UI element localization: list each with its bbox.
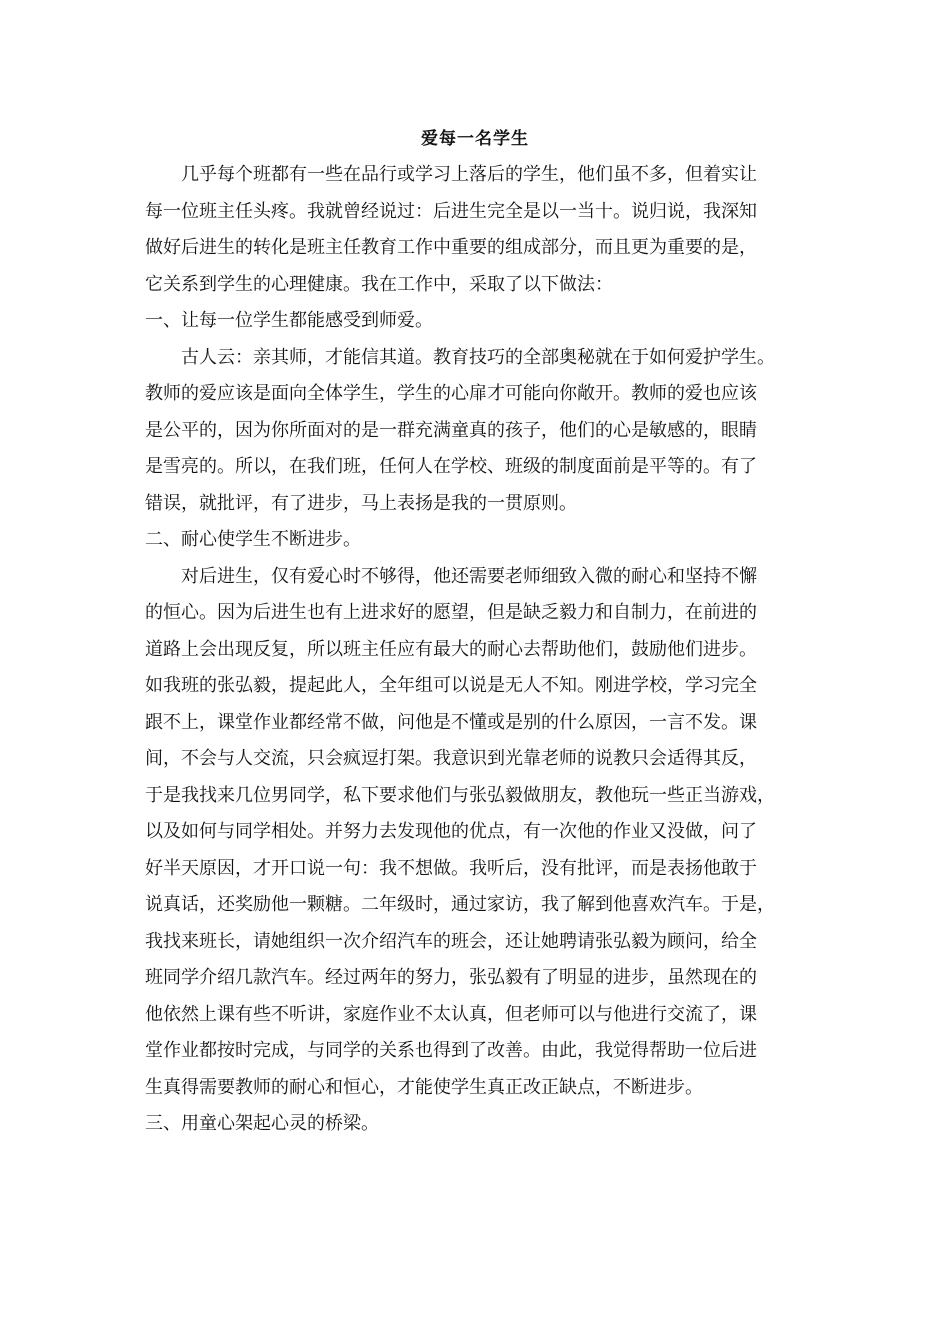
text-line: 以及如何与同学相处。并努力去发现他的优点，有一次他的作业又没做，问了	[145, 821, 757, 842]
text-line: 是雪亮的。所以，在我们班，任何人在学校、班级的制度面前是平等的。有了	[145, 456, 757, 477]
text-line: 于是我找来几位男同学，私下要求他们与张弘毅做朋友，教他玩一些正当游戏，	[145, 784, 775, 806]
text-line: 我找来班长，请她组织一次介绍汽车的班会，还让她聘请张弘毅为顾问，给全	[145, 930, 757, 952]
text-line: 说真话，还奖励他一颗糖。二年级时，通过家访，我了解到他喜欢汽车。于是，	[145, 894, 775, 915]
text-line: 跟不上，课堂作业都经常不做，问他是不懂或是别的什么原因，一言不发。课	[145, 711, 757, 733]
text-line: 古人云：亲其师，才能信其道。教育技巧的全部奥秘就在于如何爱护学生。	[181, 346, 775, 368]
text-line: 道路上会出现反复，所以班主任应有最大的耐心去帮助他们，鼓励他们进步。	[145, 638, 757, 660]
text-line: 他依然上课有些不听讲，家庭作业不太认真，但老师可以与他进行交流了，课	[145, 1003, 757, 1025]
text-line: 是公平的，因为你所面对的是一群充满童真的孩子，他们的心是敏感的，眼睛	[145, 419, 757, 441]
text-line: 二、耐心使学生不断进步。	[145, 529, 361, 550]
text-line: 好半天原因，才开口说一句：我不想做。我听后，没有批评，而是表扬他敢于	[145, 857, 757, 879]
text-line: 间，不会与人交流，只会疯逗打架。我意识到光靠老师的说教只会适得其反，	[145, 748, 757, 769]
text-line: 班同学介绍几款汽车。经过两年的努力，张弘毅有了明显的进步，虽然现在的	[145, 967, 757, 988]
text-line: 做好后进生的转化是班主任教育工作中重要的组成部分，而且更为重要的是，	[145, 237, 757, 258]
text-line: 如我班的张弘毅，提起此人，全年组可以说是无人不知。刚进学校，学习完全	[145, 675, 757, 696]
text-line: 对后进生，仅有爱心时不够得，他还需要老师细致入微的耐心和坚持不懈	[181, 565, 757, 587]
text-line: 堂作业都按时完成，与同学的关系也得到了改善。由此，我觉得帮助一位后进	[145, 1040, 757, 1061]
text-line: 错误，就批评，有了进步，马上表扬是我的一贯原则。	[145, 492, 577, 514]
text-line: 三、用童心架起心灵的桥梁。	[145, 1113, 379, 1134]
document-body	[145, 157, 800, 1143]
text-line: 教师的爱应该是面向全体学生，学生的心扉才可能向你敞开。教师的爱也应该	[145, 383, 757, 404]
text-line: 几乎每个班都有一些在品行或学习上落后的学生，他们虽不多，但着实让	[181, 164, 757, 185]
text-line: 每一位班主任头疼。我就曾经说过：后进生完全是以一当十。说归说，我深知	[145, 200, 757, 222]
text-line: 它关系到学生的心理健康。我在工作中，采取了以下做法：	[145, 273, 613, 295]
text-line: 一、让每一位学生都能感受到师爱。	[145, 310, 433, 331]
text-line: 生真得需要教师的耐心和恒心，才能使学生真正改正缺点，不断进步。	[145, 1076, 703, 1098]
document-title: 爱每一名学生	[421, 129, 529, 149]
text-line: 的恒心。因为后进生也有上进求好的愿望，但是缺乏毅力和自制力，在前进的	[145, 602, 757, 623]
